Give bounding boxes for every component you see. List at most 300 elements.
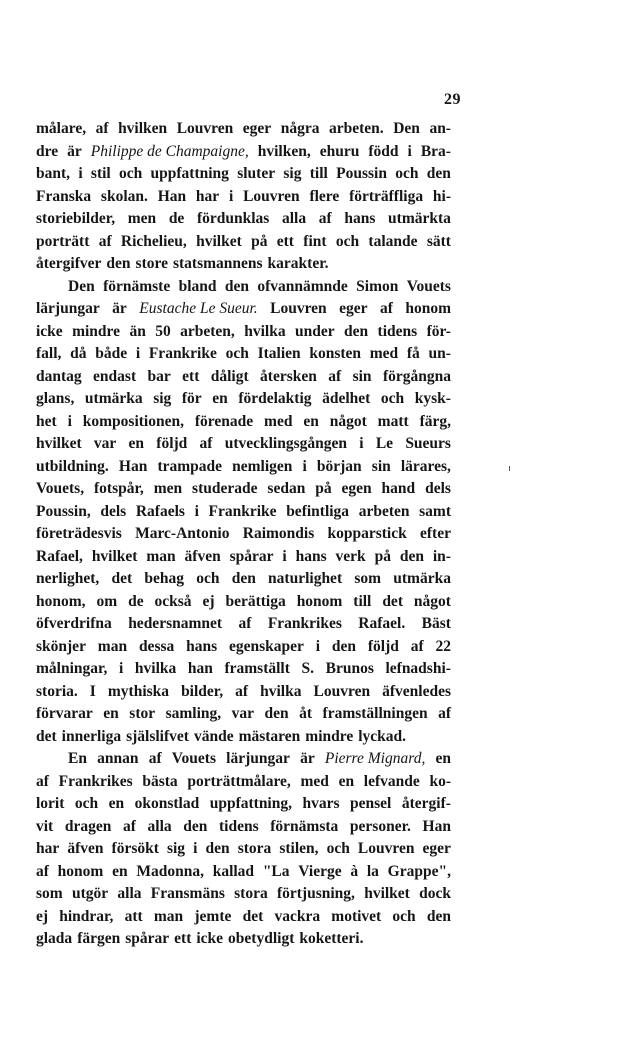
word: koketteri. bbox=[299, 930, 364, 947]
word: förvarar bbox=[36, 705, 93, 722]
word: mindre bbox=[72, 322, 121, 340]
word: bar bbox=[147, 367, 171, 385]
text-line bbox=[36, 906, 451, 929]
word: porträtt bbox=[36, 232, 90, 250]
word: till bbox=[309, 165, 328, 182]
word: Louvren bbox=[176, 120, 234, 137]
word: Louvren bbox=[243, 187, 300, 205]
word: som bbox=[354, 570, 382, 587]
word: framställningen bbox=[322, 705, 428, 722]
word: än bbox=[129, 322, 146, 340]
word: lyckad. bbox=[358, 727, 407, 745]
word: Vierge bbox=[298, 862, 342, 880]
word: hvilket bbox=[36, 435, 82, 452]
word: en bbox=[128, 435, 145, 452]
word: ofvannämnde bbox=[257, 277, 348, 295]
word: bästa bbox=[142, 772, 178, 790]
word: förträffliga bbox=[349, 187, 424, 205]
word: början bbox=[316, 457, 362, 475]
word: an- bbox=[429, 120, 451, 137]
word: arbeten bbox=[358, 502, 410, 520]
word: och bbox=[74, 795, 99, 812]
word: dels bbox=[425, 480, 451, 497]
word: af bbox=[238, 615, 252, 632]
word: sätt bbox=[426, 232, 451, 250]
word: följd bbox=[156, 435, 188, 452]
word: befintliga bbox=[286, 502, 350, 520]
word: verk bbox=[335, 547, 366, 565]
word: arbeten, bbox=[180, 322, 235, 340]
word: trampade bbox=[157, 457, 223, 475]
word: hi- bbox=[432, 187, 451, 205]
text-line bbox=[36, 186, 451, 209]
word: Simon bbox=[356, 277, 399, 295]
text-line bbox=[36, 501, 451, 524]
word: un- bbox=[428, 345, 451, 362]
word: både bbox=[95, 345, 128, 362]
word: en bbox=[212, 390, 228, 407]
word: hvilka bbox=[134, 660, 177, 677]
word: Louvren bbox=[270, 300, 327, 317]
word: nemligen bbox=[232, 457, 293, 475]
word: af bbox=[318, 210, 332, 227]
word: innerliga bbox=[61, 727, 122, 745]
word: En bbox=[68, 750, 87, 767]
word: egenskaper bbox=[228, 637, 304, 655]
word: född bbox=[368, 142, 399, 160]
text-line bbox=[36, 793, 451, 816]
word: af bbox=[379, 300, 393, 317]
word: Bäst bbox=[421, 615, 451, 632]
word: talande bbox=[368, 232, 418, 250]
word: utgör bbox=[71, 885, 109, 902]
word: den bbox=[344, 322, 369, 340]
word: hans bbox=[344, 210, 376, 227]
word: het bbox=[36, 412, 57, 430]
word: eger bbox=[422, 840, 451, 857]
text-line bbox=[36, 298, 451, 321]
text-line bbox=[36, 816, 451, 839]
word: storiebilder, bbox=[36, 210, 116, 227]
word: hindrar, bbox=[59, 907, 114, 925]
text-line bbox=[36, 703, 451, 726]
word: af bbox=[36, 862, 49, 880]
word: studerade bbox=[192, 480, 258, 497]
word: och bbox=[395, 165, 419, 182]
word: på bbox=[315, 480, 332, 497]
word: framställt bbox=[224, 660, 290, 677]
word: Brunos bbox=[325, 660, 374, 677]
word: var bbox=[231, 705, 255, 722]
word: à bbox=[350, 862, 359, 880]
word: ehuru bbox=[319, 142, 360, 160]
word: de bbox=[168, 210, 185, 227]
word: att bbox=[124, 907, 143, 925]
word: Rafaels bbox=[135, 502, 185, 520]
word: glans, bbox=[36, 390, 75, 407]
text-line bbox=[36, 591, 451, 614]
word: lärjungar bbox=[36, 300, 100, 317]
word: har bbox=[195, 187, 220, 205]
word: i bbox=[193, 840, 198, 857]
word: man bbox=[146, 547, 176, 565]
word: i bbox=[118, 660, 124, 677]
text-line bbox=[36, 276, 451, 299]
word: kysk- bbox=[414, 390, 451, 407]
word: af bbox=[235, 682, 249, 700]
text-line bbox=[36, 726, 451, 749]
word: hvilket bbox=[196, 232, 242, 250]
word: Raimondis bbox=[242, 525, 315, 542]
word: den bbox=[106, 255, 131, 272]
word: den bbox=[426, 165, 451, 182]
word: Poussin, bbox=[36, 502, 91, 520]
word: hvilka bbox=[260, 682, 302, 700]
word: man bbox=[153, 907, 184, 925]
word: skolan. bbox=[100, 187, 148, 205]
word: för bbox=[181, 390, 202, 407]
text-line bbox=[36, 568, 451, 591]
word: man bbox=[97, 637, 128, 655]
word: i bbox=[315, 637, 321, 655]
word: det bbox=[36, 727, 57, 745]
word: den bbox=[331, 637, 357, 655]
word: äfven bbox=[184, 547, 221, 565]
word: om bbox=[96, 592, 118, 610]
word: af bbox=[328, 367, 342, 385]
word: lorit bbox=[36, 795, 65, 812]
text-line bbox=[36, 681, 451, 704]
word: hvilka bbox=[244, 322, 286, 340]
word: icke bbox=[196, 930, 224, 947]
word: sluter bbox=[237, 165, 276, 182]
word: la bbox=[366, 862, 379, 880]
italic-name: Eustache Le Sueur. bbox=[139, 300, 258, 317]
word: den bbox=[205, 840, 230, 857]
word: stil bbox=[90, 165, 111, 182]
word: något bbox=[413, 592, 451, 610]
word: kopparstick bbox=[327, 525, 407, 542]
word: öfverdrifna bbox=[36, 615, 112, 632]
word: Italien bbox=[257, 345, 301, 362]
word: och bbox=[119, 165, 143, 182]
word: till bbox=[353, 592, 372, 610]
word: fotspår, bbox=[94, 480, 144, 497]
word: mythiska bbox=[107, 682, 170, 700]
word: matt bbox=[377, 412, 409, 430]
word: endast bbox=[93, 367, 137, 385]
word: återgif- bbox=[401, 795, 451, 812]
word: I bbox=[89, 682, 96, 700]
word: färg, bbox=[419, 412, 451, 430]
word: 50 bbox=[155, 322, 171, 340]
word: en bbox=[108, 795, 125, 812]
word: behag bbox=[144, 570, 185, 587]
text-line bbox=[36, 613, 451, 636]
italic-name: Philippe de Champaigne, bbox=[90, 142, 249, 160]
word: förtjusning, bbox=[276, 885, 355, 902]
word: fint bbox=[303, 232, 327, 250]
text-line bbox=[36, 861, 451, 884]
word: den bbox=[399, 547, 424, 565]
word: förnämsta bbox=[270, 817, 339, 835]
word: Richelieu, bbox=[120, 232, 187, 250]
word: hedersnamnet bbox=[128, 615, 223, 632]
word: Den bbox=[68, 277, 95, 295]
text-line bbox=[36, 141, 451, 164]
word: glada bbox=[36, 930, 73, 947]
word: statsmannens bbox=[172, 255, 263, 272]
word: i bbox=[228, 187, 234, 205]
text-line bbox=[36, 771, 451, 794]
word: också bbox=[154, 592, 192, 610]
word: och bbox=[225, 345, 249, 362]
word: Le bbox=[375, 435, 394, 452]
word: stor bbox=[129, 705, 156, 722]
text-line bbox=[36, 118, 451, 141]
word: Vouets bbox=[171, 750, 216, 767]
word: den bbox=[264, 705, 289, 722]
word: personer. bbox=[349, 817, 411, 835]
word: Grappe", bbox=[387, 862, 451, 880]
word: stora bbox=[234, 885, 268, 902]
word: en bbox=[435, 750, 451, 767]
word: Sueurs bbox=[405, 435, 451, 452]
word: då bbox=[70, 345, 87, 362]
word: dock bbox=[419, 885, 451, 902]
word: under bbox=[294, 322, 335, 340]
text-line bbox=[36, 163, 451, 186]
word: Han bbox=[157, 187, 187, 205]
word: på bbox=[374, 547, 391, 565]
word: uppfattning, bbox=[209, 795, 292, 812]
word: hvars bbox=[302, 795, 340, 812]
word: tidens bbox=[377, 322, 418, 340]
word: honom bbox=[405, 300, 451, 317]
word: har bbox=[36, 840, 60, 857]
word: Frankrike bbox=[208, 502, 277, 520]
word: egen bbox=[341, 480, 372, 497]
word: Louvren bbox=[357, 840, 415, 857]
word: skönjer bbox=[36, 637, 86, 655]
word: återgifver bbox=[36, 255, 102, 272]
word: försökt bbox=[111, 840, 159, 857]
word: af bbox=[199, 435, 213, 452]
word: en bbox=[303, 412, 319, 430]
word: Han bbox=[422, 817, 451, 835]
word: i bbox=[359, 435, 364, 452]
word: sin bbox=[352, 367, 372, 385]
word: åt bbox=[299, 705, 313, 722]
word: porträttmålare, bbox=[187, 772, 291, 790]
word: som bbox=[36, 885, 63, 902]
word: vände bbox=[193, 727, 234, 745]
word: själslifvet bbox=[126, 727, 189, 745]
word: lefvande bbox=[363, 772, 420, 790]
word: honom bbox=[296, 592, 343, 610]
word: i bbox=[282, 547, 287, 565]
word: ko- bbox=[429, 772, 451, 790]
text-line bbox=[36, 883, 451, 906]
word: ett bbox=[174, 930, 192, 947]
word: flere bbox=[309, 187, 340, 205]
word: alla bbox=[117, 885, 142, 902]
word: konsten bbox=[309, 345, 362, 362]
text-line bbox=[36, 658, 451, 681]
body-text bbox=[36, 118, 451, 951]
word: med bbox=[369, 345, 399, 362]
word: sedan bbox=[267, 480, 306, 497]
word: förenade bbox=[194, 412, 254, 430]
text-line bbox=[36, 208, 451, 231]
word: arbeten. bbox=[329, 120, 384, 137]
text-line bbox=[36, 253, 451, 276]
word: alla bbox=[147, 817, 172, 835]
word: några bbox=[280, 120, 320, 137]
word: med bbox=[300, 772, 329, 790]
word: mindre bbox=[305, 727, 354, 745]
word: honom bbox=[57, 862, 104, 880]
word: är bbox=[112, 300, 127, 317]
word: dre bbox=[36, 142, 59, 160]
word: och bbox=[335, 232, 360, 250]
text-line bbox=[36, 231, 451, 254]
word: kallad bbox=[212, 862, 255, 880]
word: lefnadshi- bbox=[385, 660, 451, 677]
word: bland bbox=[178, 277, 217, 295]
word: sig bbox=[153, 390, 172, 407]
word: kompositionen, bbox=[82, 412, 184, 430]
word: af bbox=[122, 817, 136, 835]
word: vit bbox=[36, 817, 54, 835]
word: i bbox=[194, 502, 199, 520]
text-line bbox=[36, 838, 451, 861]
word: stora bbox=[237, 840, 272, 857]
word: af bbox=[98, 232, 112, 250]
word: den bbox=[183, 817, 208, 835]
word: ett bbox=[276, 232, 294, 250]
text-line bbox=[36, 343, 451, 366]
text-line bbox=[36, 433, 451, 456]
word: och bbox=[392, 907, 416, 925]
word: i bbox=[67, 412, 72, 430]
word: Marc-Antonio bbox=[135, 525, 230, 542]
word: nerlighet, bbox=[36, 570, 100, 587]
word: utvecklingsgången bbox=[224, 435, 348, 452]
word: och bbox=[196, 570, 220, 587]
text-line bbox=[36, 366, 451, 389]
text-line bbox=[36, 388, 451, 411]
word: målare, bbox=[36, 120, 87, 137]
word: okonstlad bbox=[134, 795, 200, 812]
word: något bbox=[329, 412, 367, 430]
word: i bbox=[78, 165, 83, 182]
word: men bbox=[127, 210, 157, 227]
text-line bbox=[36, 478, 451, 501]
word: i bbox=[407, 142, 412, 160]
word: af bbox=[95, 120, 109, 137]
word: samling, bbox=[165, 705, 222, 722]
word: fördelaktig bbox=[238, 390, 312, 407]
word: det bbox=[382, 592, 403, 610]
word: lärjungar bbox=[226, 750, 290, 767]
word: det bbox=[111, 570, 133, 587]
word: äfven bbox=[67, 840, 104, 857]
word: Rafael, bbox=[36, 547, 83, 565]
text-line bbox=[36, 546, 451, 569]
word: det bbox=[242, 907, 264, 925]
word: store bbox=[135, 255, 168, 272]
word: hans bbox=[295, 547, 327, 565]
word: på bbox=[251, 232, 268, 250]
word: spårar bbox=[229, 547, 274, 565]
word: hvilken, bbox=[257, 142, 311, 160]
word: mästaren bbox=[238, 727, 301, 745]
word: få bbox=[406, 345, 420, 362]
word: ädelhet bbox=[322, 390, 371, 407]
word: af bbox=[148, 750, 162, 767]
word: samt bbox=[419, 502, 451, 520]
word: spårar bbox=[125, 930, 170, 947]
word: karakter. bbox=[267, 255, 329, 272]
word: hand bbox=[381, 480, 416, 497]
word: Vouets bbox=[406, 277, 451, 295]
word: utmärka bbox=[84, 390, 143, 407]
text-line bbox=[36, 456, 451, 479]
word: en bbox=[103, 705, 119, 722]
word: Poussin bbox=[336, 165, 387, 182]
text-line bbox=[36, 928, 451, 951]
word: motivet bbox=[331, 907, 382, 925]
word: lärares, bbox=[400, 457, 451, 475]
word: hvilket bbox=[364, 885, 410, 902]
word: utbildning. bbox=[36, 457, 109, 475]
word: 22 bbox=[435, 637, 451, 655]
word: tidens bbox=[219, 817, 259, 835]
word: var bbox=[93, 435, 117, 452]
word: följd bbox=[367, 637, 399, 655]
word: Fransmäns bbox=[150, 885, 225, 902]
word: han bbox=[187, 660, 213, 677]
word: eger bbox=[339, 300, 368, 317]
word: dessa bbox=[138, 637, 175, 655]
word: alla bbox=[282, 210, 307, 227]
word: Franska bbox=[36, 187, 92, 205]
word: den bbox=[231, 570, 256, 587]
word: i bbox=[302, 457, 307, 475]
word: Han bbox=[118, 457, 148, 475]
word: pensel bbox=[350, 795, 392, 812]
word: Den bbox=[393, 120, 420, 137]
word: af bbox=[438, 705, 451, 722]
word: dels bbox=[100, 502, 127, 520]
word: af bbox=[36, 772, 49, 790]
word: dragen bbox=[64, 817, 112, 835]
word: naturlighet bbox=[268, 570, 343, 587]
word: färgen bbox=[77, 930, 121, 947]
word: utmärkta bbox=[388, 210, 451, 227]
word: sig bbox=[283, 165, 302, 182]
word: dantag bbox=[36, 367, 82, 385]
word: hvilken bbox=[118, 120, 168, 137]
word: efter bbox=[420, 525, 451, 542]
word: en bbox=[338, 772, 355, 790]
word: den bbox=[426, 907, 451, 925]
word: sin bbox=[371, 457, 391, 475]
word: fördunklas bbox=[196, 210, 270, 227]
word: men bbox=[153, 480, 183, 497]
word: honom, bbox=[36, 592, 86, 610]
